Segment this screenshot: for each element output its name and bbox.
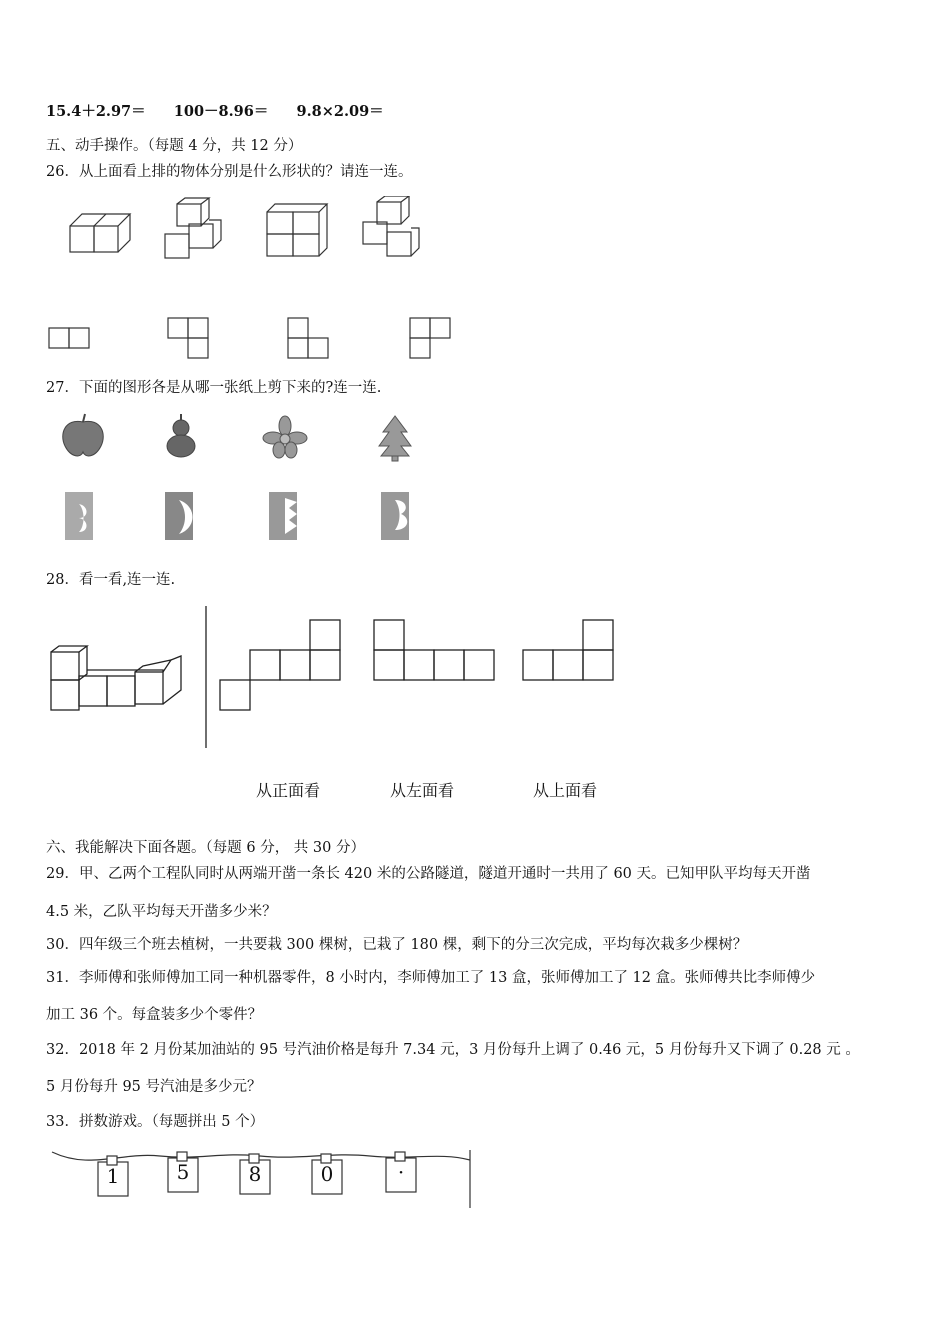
question-31-line-2: 加工 36 个。每盒装多少个零件？ (46, 1007, 263, 1023)
label-top-view: 从上面看 (533, 781, 598, 800)
object-1 (70, 214, 130, 252)
card-digit-4: 0 (320, 1162, 334, 1186)
question-29-line-2: 4.5 米，乙队平均每天开凿多少米？ (46, 904, 277, 920)
view-a (49, 328, 89, 348)
question-33: 33．拼数游戏。（每题拼出 5 个） (46, 1114, 265, 1130)
q33-cards-figure (50, 1142, 475, 1208)
q28-figure (46, 604, 626, 754)
object-3 (267, 204, 327, 256)
view-d (410, 318, 450, 358)
apple-shape (63, 414, 104, 456)
card-digit-3: 8 (248, 1162, 262, 1186)
tree-shape (379, 416, 411, 461)
gourd-shape (167, 414, 195, 457)
view-option-1 (220, 620, 340, 710)
question-26: 26．从上面看上排的物体分别是什么形状的？请连一连。 (46, 164, 413, 180)
view-option-2 (374, 620, 494, 680)
section-5-heading: 五、动手操作。（每题 4 分，共 12 分） (46, 138, 303, 154)
paper-3 (269, 492, 297, 540)
question-32-line-1: 32．2018 年 2 月份某加油站的 95 号汽油价格是每升 7.34 元，3 月份每升上调了 0.46 元，5 月份每升又下调了 0.28 元 。 (46, 1042, 860, 1058)
q27-shapes-figure (55, 412, 435, 462)
view-b (168, 318, 208, 358)
view-c (288, 318, 328, 358)
object-2 (165, 198, 221, 258)
paper-2 (165, 492, 193, 540)
q26-objects-figure (55, 196, 435, 262)
flower-shape (263, 416, 307, 458)
card-digit-1: 1 (106, 1164, 120, 1188)
question-29-line-1: 29．甲、乙两个工程队同时从两端开凿一条长 420 米的公路隧道，隧道开通时一共用了 60 天。已知甲队平均每天开凿 (46, 866, 811, 882)
calc-item-3: 9.8×2.09＝ (296, 103, 384, 120)
calc-item-2: 100－8.96＝ (173, 103, 269, 120)
q26-views-figure (46, 314, 456, 362)
solid-object (51, 646, 181, 710)
question-27: 27．下面的图形各是从哪一张纸上剪下来的?连一连. (46, 380, 382, 396)
question-28: 28．看一看,连一连. (46, 572, 176, 588)
calc-line (46, 102, 384, 122)
view-option-3 (523, 620, 613, 680)
label-left-view: 从左面看 (390, 781, 455, 800)
calc-item-1: 15.4＋2.97＝ (46, 103, 146, 120)
object-4 (363, 196, 419, 256)
paper-4 (381, 492, 409, 540)
card-digit-2: 5 (176, 1160, 190, 1184)
section-6-heading: 六、我能解决下面各题。（每题 6 分， 共 30 分） (46, 840, 365, 856)
question-32-line-2: 5 月份每升 95 号汽油是多少元？ (46, 1079, 262, 1095)
label-front-view: 从正面看 (256, 781, 321, 800)
question-30: 30．四年级三个班去植树，一共要栽 300 棵树，已栽了 180 棵，剩下的分三次完成，平均每次栽多少棵树？ (46, 937, 748, 953)
question-31-line-1: 31．李师傅和张师傅加工同一种机器零件，8 小时内，李师傅加工了 13 盒，张师傅加工了 12 盒。张师傅共比李师傅少 (46, 970, 816, 986)
q27-papers-figure (55, 488, 435, 544)
card-digit-5: · (397, 1160, 405, 1184)
paper-1 (65, 492, 93, 540)
